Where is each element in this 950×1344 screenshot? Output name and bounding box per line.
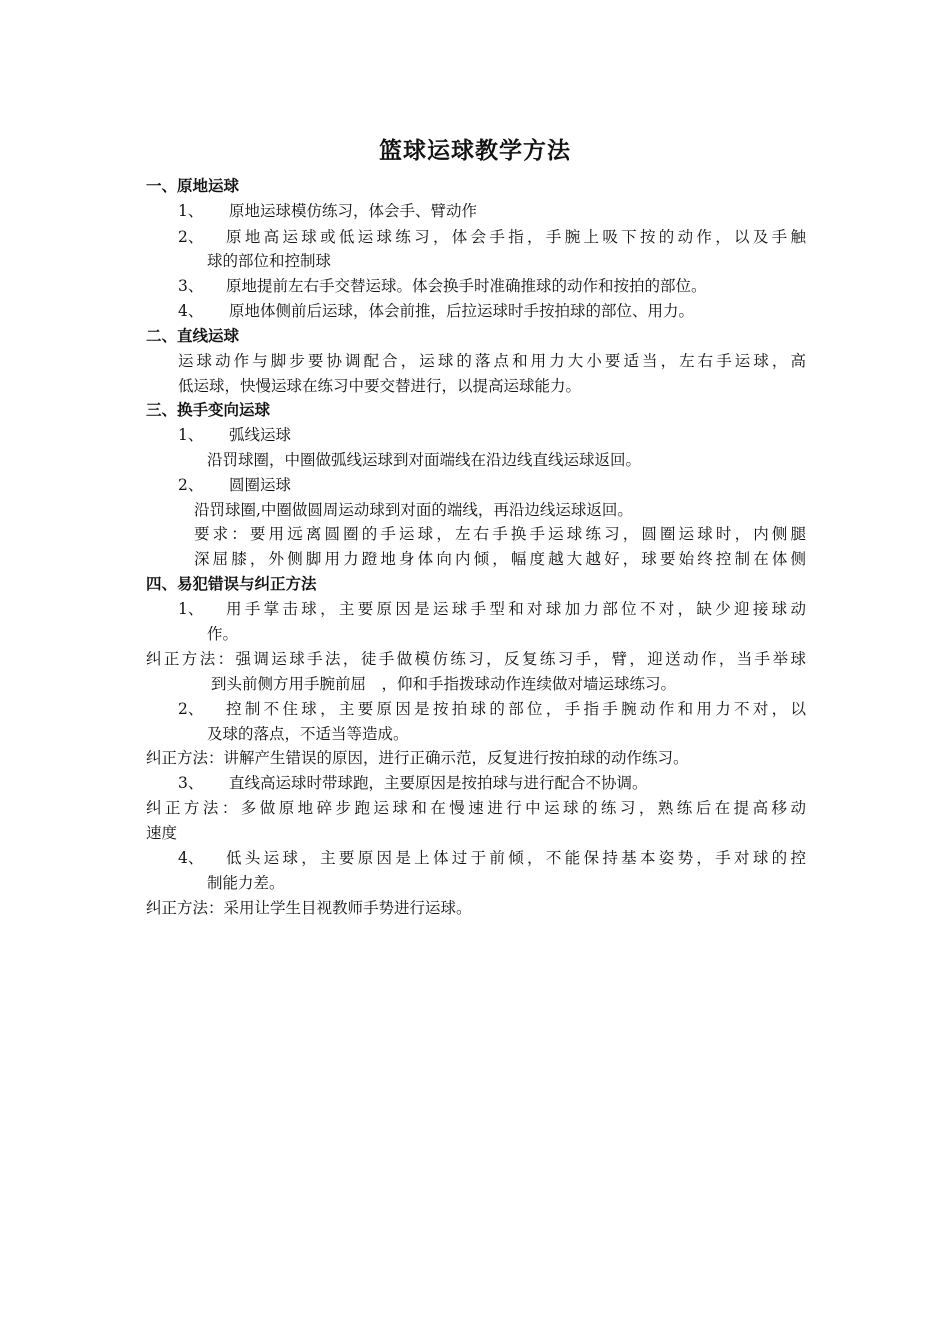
- item-number: 1、: [178, 426, 204, 444]
- item-title: 圆圈运球: [229, 476, 292, 494]
- error-text-continued: 及球的落点，不适当等造成。: [207, 725, 409, 743]
- section-heading-2: 二、直线运球: [146, 327, 240, 345]
- error-number: 4、: [178, 849, 204, 867]
- item-text: 沿罚球圈,中圈做圆周运动球到对面的端线，再沿边线运球返回。: [194, 501, 633, 519]
- correction-text: 纠正方法：采用让学生目视教师手势进行运球。: [146, 899, 472, 917]
- item-title: 弧线运球: [229, 426, 292, 444]
- correction-text: 纠正方法：多做原地碎步跑运球和在慢速进行中运球的练习，熟练后在提高移动: [146, 799, 806, 817]
- paragraph-line: 运球动作与脚步要协调配合，运球的落点和用力大小要适当，左右手运球，高: [178, 352, 806, 370]
- item-number: 4、: [178, 302, 204, 320]
- item-text: 原地体侧前后运球，体会前推，后拉运球时手按拍球的部位、用力。: [229, 302, 695, 320]
- error-number: 2、: [178, 700, 204, 718]
- error-number: 1、: [178, 600, 204, 618]
- correction-text-continued: 到头前侧方用手腕前屈 ，仰和手指拨球动作连续做对墙运球练习。: [211, 675, 677, 693]
- correction-text: 纠正方法：强调运球手法，徒手做模仿练习，反复练习手，臂，迎送动作，当手举球: [146, 650, 806, 668]
- item-text: 原地高运球或低运球练习，体会手指，手腕上吸下按的动作，以及手触: [226, 228, 806, 246]
- item-number: 2、: [178, 476, 204, 494]
- section-heading-3: 三、换手变向运球: [146, 401, 271, 419]
- item-text: 沿罚球圈，中圈做弧线运球到对面端线在沿边线直线运球返回。: [207, 451, 642, 469]
- page-title: 篮球运球教学方法: [379, 138, 571, 164]
- error-text: 用手掌击球，主要原因是运球手型和对球加力部位不对，缺少迎接球动: [226, 600, 806, 618]
- error-text-continued: 作。: [207, 625, 239, 643]
- requirement-line: 要求：要用远离圆圈的手运球，左右手换手运球练习，圆圈运球时，内侧腿: [194, 525, 806, 543]
- error-number: 3、: [178, 774, 204, 792]
- item-number: 1、: [178, 202, 204, 220]
- error-text-continued: 制能力差。: [207, 874, 285, 892]
- error-text: 直线高运球时带球跑，主要原因是按拍球与进行配合不协调。: [229, 774, 648, 792]
- paragraph-line: 低运球，快慢运球在练习中要交替进行，以提高运球能力。: [178, 377, 582, 395]
- correction-text-continued: 速度: [146, 824, 178, 842]
- section-heading-4: 四、易犯错误与纠正方法: [146, 575, 317, 593]
- item-text: 原地运球模仿练习，体会手、臂动作: [229, 202, 478, 220]
- item-text-continued: 球的部位和控制球: [207, 252, 332, 270]
- item-number: 3、: [178, 277, 204, 295]
- error-text: 控制不住球，主要原因是按拍球的部位，手指手腕动作和用力不对，以: [226, 700, 806, 718]
- item-number: 2、: [178, 228, 204, 246]
- item-text: 原地提前左右手交替运球。体会换手时准确推球的动作和按拍的部位。: [226, 277, 707, 295]
- requirement-line: 深屈膝，外侧脚用力蹬地身体向内倾，幅度越大越好，球要始终控制在体侧: [194, 550, 806, 568]
- section-heading-1: 一、原地运球: [146, 177, 240, 195]
- correction-text: 纠正方法：讲解产生错误的原因，进行正确示范，反复进行按拍球的动作练习。: [146, 749, 689, 767]
- error-text: 低头运球，主要原因是上体过于前倾，不能保持基本姿势，手对球的控: [226, 849, 806, 867]
